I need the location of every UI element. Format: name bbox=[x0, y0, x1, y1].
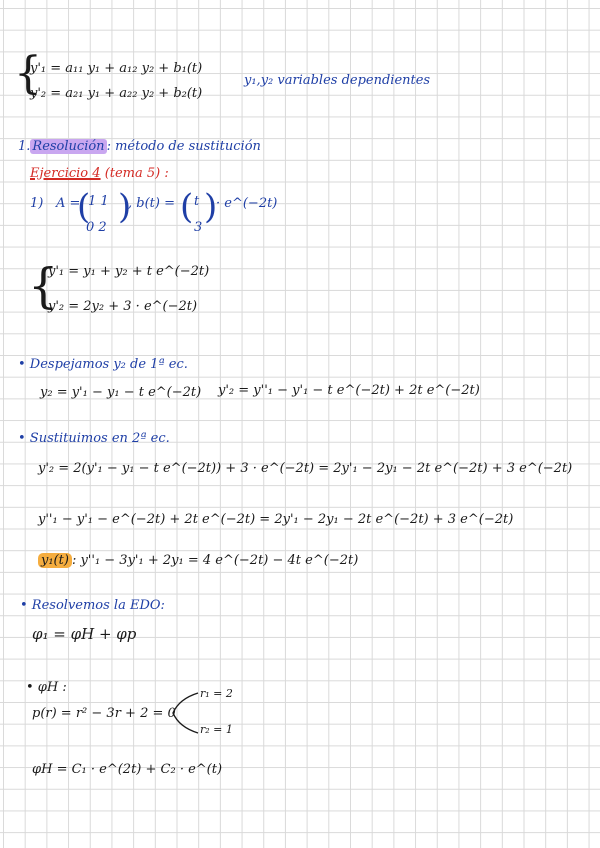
step-2-label: • Sustituimos en 2ª ec. bbox=[18, 431, 170, 446]
section-number: 1. bbox=[18, 139, 31, 154]
matrix-A-left-paren: ( bbox=[77, 187, 91, 227]
system-2-eq2: y'₂ = 2y₂ + 3 · e^(−2t) bbox=[48, 299, 198, 314]
exercise-reference: (tema 5) bbox=[104, 166, 161, 181]
vector-b-row1: t bbox=[194, 194, 200, 209]
vector-b-label: , b(t) = bbox=[128, 196, 175, 211]
top-system-eq1: y'₁ = a₁₁ y₁ + a₁₂ y₂ + b₁(t) bbox=[30, 61, 203, 76]
step-1-label: • Despejamos y₂ de 1ª ec. bbox=[18, 357, 188, 372]
vector-b-left-paren: ( bbox=[180, 187, 194, 227]
y1-of-t-highlighted: y₁(t) bbox=[38, 553, 72, 568]
characteristic-polynomial: p(r) = r² − 3r + 2 = 0 bbox=[32, 706, 176, 721]
matrix-A-label: A = bbox=[56, 196, 81, 211]
matrix-A-row1: 1 1 bbox=[88, 194, 109, 209]
step-3-label: • Resolvemos la EDO: bbox=[20, 598, 165, 613]
exercise-heading bbox=[30, 166, 169, 182]
step-2-eq1: y'₂ = 2(y'₁ − y₁ − t e^(−2t)) + 3 · e^(−2t) = 2y'₁ − 2y₁ − 2t e^(−2t) + 3 e^(−2t) bbox=[38, 461, 573, 476]
step-2-eq2: y''₁ − y'₁ − e^(−2t) + 2t e^(−2t) = 2y'₁ − 2y₁ − 2t e^(−2t) + 3 e^(−2t) bbox=[38, 512, 514, 527]
vector-b-row2: 3 bbox=[194, 220, 203, 235]
roots-branch-lines bbox=[170, 690, 200, 736]
dependent-variables-note: y₁,y₂ variables dependientes bbox=[244, 73, 431, 88]
left-brace-top: { bbox=[14, 48, 42, 99]
exercise-title: Ejercicio 4 bbox=[30, 166, 101, 181]
top-system-eq2: y'₂ = a₂₁ y₁ + a₂₂ y₂ + b₂(t) bbox=[30, 86, 203, 101]
general-solution-eq: φ₁ = φH + φp bbox=[32, 625, 137, 643]
step-1-eq-y2: y₂ = y'₁ − y₁ − t e^(−2t) bbox=[40, 385, 202, 400]
item-1-label: 1) bbox=[30, 196, 44, 211]
section-title-highlighted: Resolución bbox=[32, 139, 105, 154]
step-4-label: • φH : bbox=[26, 680, 67, 695]
root-r2: r₂ = 1 bbox=[200, 723, 233, 736]
vector-b-right-paren: ) bbox=[204, 187, 218, 227]
left-brace-system-2: { bbox=[28, 258, 59, 314]
vector-b-exponential-factor: · e^(−2t) bbox=[216, 196, 278, 211]
exercise-colon: : bbox=[164, 166, 169, 181]
matrix-A-row2: 0 2 bbox=[86, 220, 107, 235]
root-r1: r₁ = 2 bbox=[200, 687, 233, 700]
system-2-eq1: y'₁ = y₁ + y₂ + t e^(−2t) bbox=[48, 264, 210, 279]
step-2-eq3-body: : y''₁ − 3y'₁ + 2y₁ = 4 e^(−2t) − 4t e^(−2t) bbox=[71, 553, 359, 568]
step-2-eq3 bbox=[38, 553, 358, 569]
section-heading bbox=[18, 139, 261, 155]
section-method: : método de sustitución bbox=[106, 139, 261, 154]
homogeneous-solution: φH = C₁ · e^(2t) + C₂ · e^(t) bbox=[32, 762, 223, 777]
matrix-A-right-paren: ) bbox=[118, 187, 132, 227]
step-1-eq-y2-prime: y'₂ = y''₁ − y'₁ − t e^(−2t) + 2t e^(−2t) bbox=[218, 383, 480, 398]
